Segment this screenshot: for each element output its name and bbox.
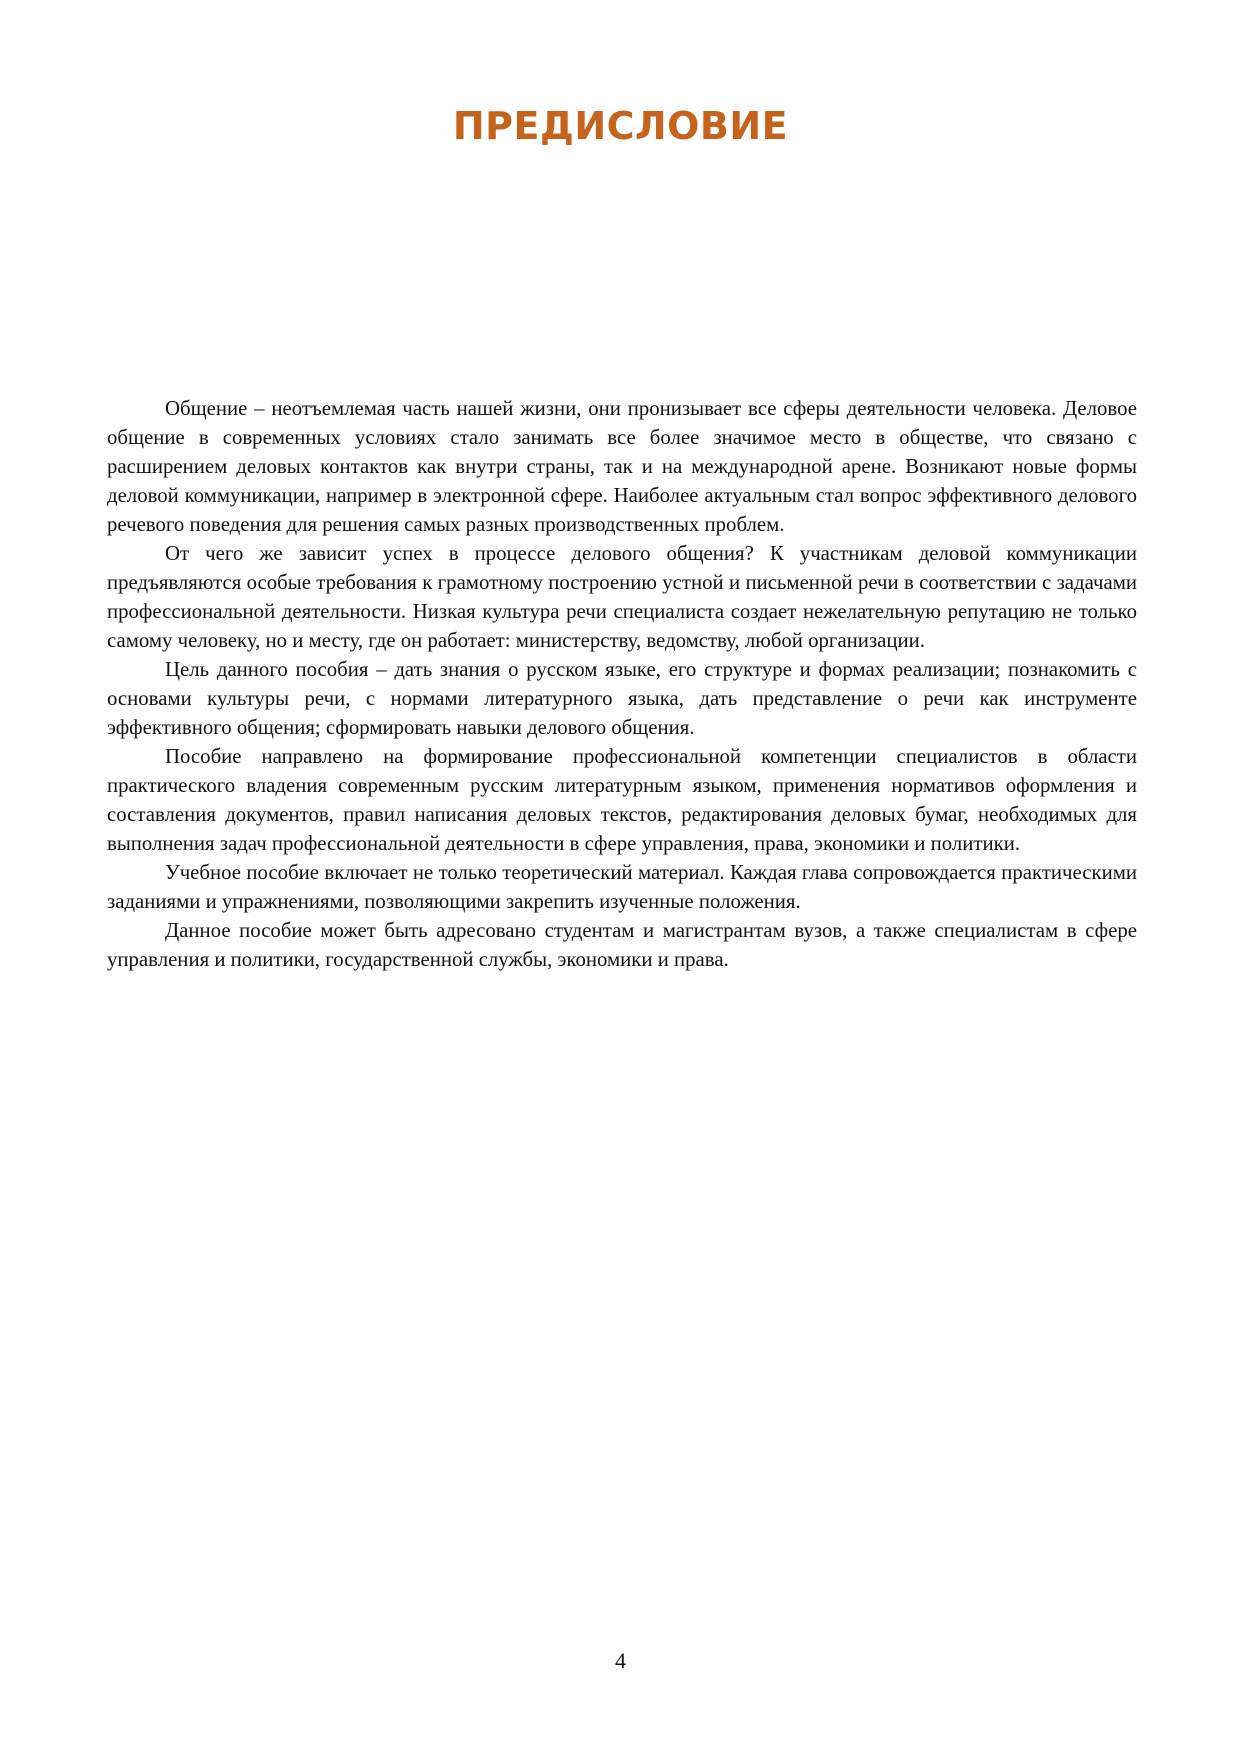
paragraph: Учебное пособие включает не только теоретический материал. Каждая глава сопровождается практическими заданиями и упражнениями, позволяющими закрепить изученные положения. (107, 861, 1137, 913)
paragraph: Данное пособие может быть адресовано студентам и магистрантам вузов, а также специалистам в сфере управления и политики, государственной службы, экономики и права. (107, 919, 1137, 971)
paragraph: Пособие направлено на формирование профессиональной компетенции специалистов в области практического владения современным русским литературным языком, применения нормативов оформления и составления документов, правил написания деловых текстов, редактирования деловых бумаг, необходимых для выполнения задач профессиональной деятельности в сфере управления, права, экономики и политики. (107, 745, 1137, 855)
paragraph: От чего же зависит успех в процессе делового общения? К участникам деловой коммуникации предъявляются особые требования к грамотному построению устной и письменной речи в соответствии с задачами профессиональной деятельности. Низкая культура речи специалиста создает нежелательную репутацию не только самому человеку, но и месту, где он работает: министерству, ведомству, любой организации. (107, 542, 1137, 652)
page-title: ПРЕДИСЛОВИЕ (452, 104, 789, 148)
preface-body (107, 394, 1137, 974)
paragraph: Цель данного пособия – дать знания о русском языке, его структуре и формах реализации; познакомить с основами культуры речи, с нормами литературного языка, дать представление о речи как инструменте эффективного общения; сформировать навыки делового общения. (107, 658, 1137, 739)
paragraph: Общение – неотъемлемая часть нашей жизни, они пронизывает все сферы деятельности человека. Деловое общение в современных условиях стало занимать все более значимое место в обществе, что связано с расширением деловых контактов как внутри страны, так и на международной арене. Возникают новые формы деловой коммуникации, например в электронной сфере. Наиболее актуальным стал вопрос эффективного делового речевого поведения для решения самых разных производственных проблем. (107, 397, 1137, 536)
page-number: 4 (615, 1648, 626, 1673)
